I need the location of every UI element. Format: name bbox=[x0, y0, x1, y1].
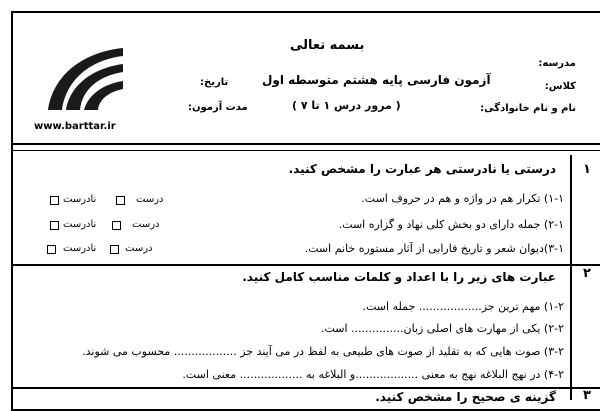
barttar-logo bbox=[38, 40, 128, 115]
header-divider bbox=[11, 143, 600, 145]
false-checkbox[interactable] bbox=[47, 245, 56, 254]
true-checkbox[interactable] bbox=[110, 245, 119, 254]
question-item: ۱-۱) تکرار هم در واژه و هم در حروف است. bbox=[361, 192, 564, 205]
school-label: مدرسه: bbox=[538, 58, 576, 69]
false-option-label: نادرست bbox=[63, 243, 97, 254]
false-option-label: نادرست bbox=[63, 219, 97, 230]
exam-subtitle: ( مرور درس ۱ تا ۷ ) bbox=[292, 99, 401, 112]
true-checkbox[interactable] bbox=[116, 196, 125, 205]
question-number: ۳ bbox=[583, 388, 591, 403]
question-divider bbox=[11, 387, 600, 389]
question-title: گزینه ی صحیح را مشخص کنید. bbox=[375, 390, 556, 404]
true-checkbox[interactable] bbox=[112, 221, 121, 230]
true-option-label: درست bbox=[125, 243, 153, 254]
true-option-label: درست bbox=[136, 194, 164, 205]
false-option-label: نادرست bbox=[63, 194, 97, 205]
website-url: www.barttar.ir bbox=[34, 121, 116, 132]
question-number: ۱ bbox=[583, 162, 591, 177]
question-title: عبارت های زیر را با اعداد و کلمات مناسب کامل کنید. bbox=[242, 270, 556, 284]
name-label: نام و نام خانوادگی: bbox=[480, 103, 576, 114]
date-label: تاریخ: bbox=[200, 77, 229, 88]
question-title: درستی یا نادرستی هر عبارت را مشخص کنید. bbox=[288, 162, 556, 176]
false-checkbox[interactable] bbox=[50, 196, 59, 205]
question-item: ۴-۲) در نهج البلاغه نهج به معنی ..................و البلاغه به .................. معنی است. bbox=[182, 368, 564, 381]
question-item: ۳-۲) صوت هایی که به تقلید از صوت های طبیعی به لفظ در می آیند جز .................. محسوب می شوند. bbox=[82, 345, 564, 358]
bismillah: بسمه تعالی bbox=[290, 38, 365, 53]
duration-label: مدت آزمون: bbox=[188, 102, 248, 113]
true-option-label: درست bbox=[132, 219, 160, 230]
false-checkbox[interactable] bbox=[50, 221, 59, 230]
class-label: کلاس: bbox=[544, 81, 576, 92]
question-item: ۱-۲) مهم ترین جز.................. جمله است. bbox=[362, 300, 564, 313]
question-item: ۲-۱) جمله دارای دو بخش کلی نهاد و گزاره است. bbox=[338, 218, 564, 231]
exam-title: آزمون فارسی پایه هشتم متوسطه اول bbox=[262, 73, 491, 87]
question-divider bbox=[11, 264, 600, 266]
header-divider-thin bbox=[11, 150, 600, 151]
question-number: ۲ bbox=[583, 266, 591, 281]
question-item: ۳-۱)دیوان شعر و تاریخ فارابی از آثار مستوره خانم است. bbox=[304, 242, 564, 255]
question-item: ۲-۲) یکی از مهارت های اصلی زبان............... است. bbox=[320, 322, 564, 335]
